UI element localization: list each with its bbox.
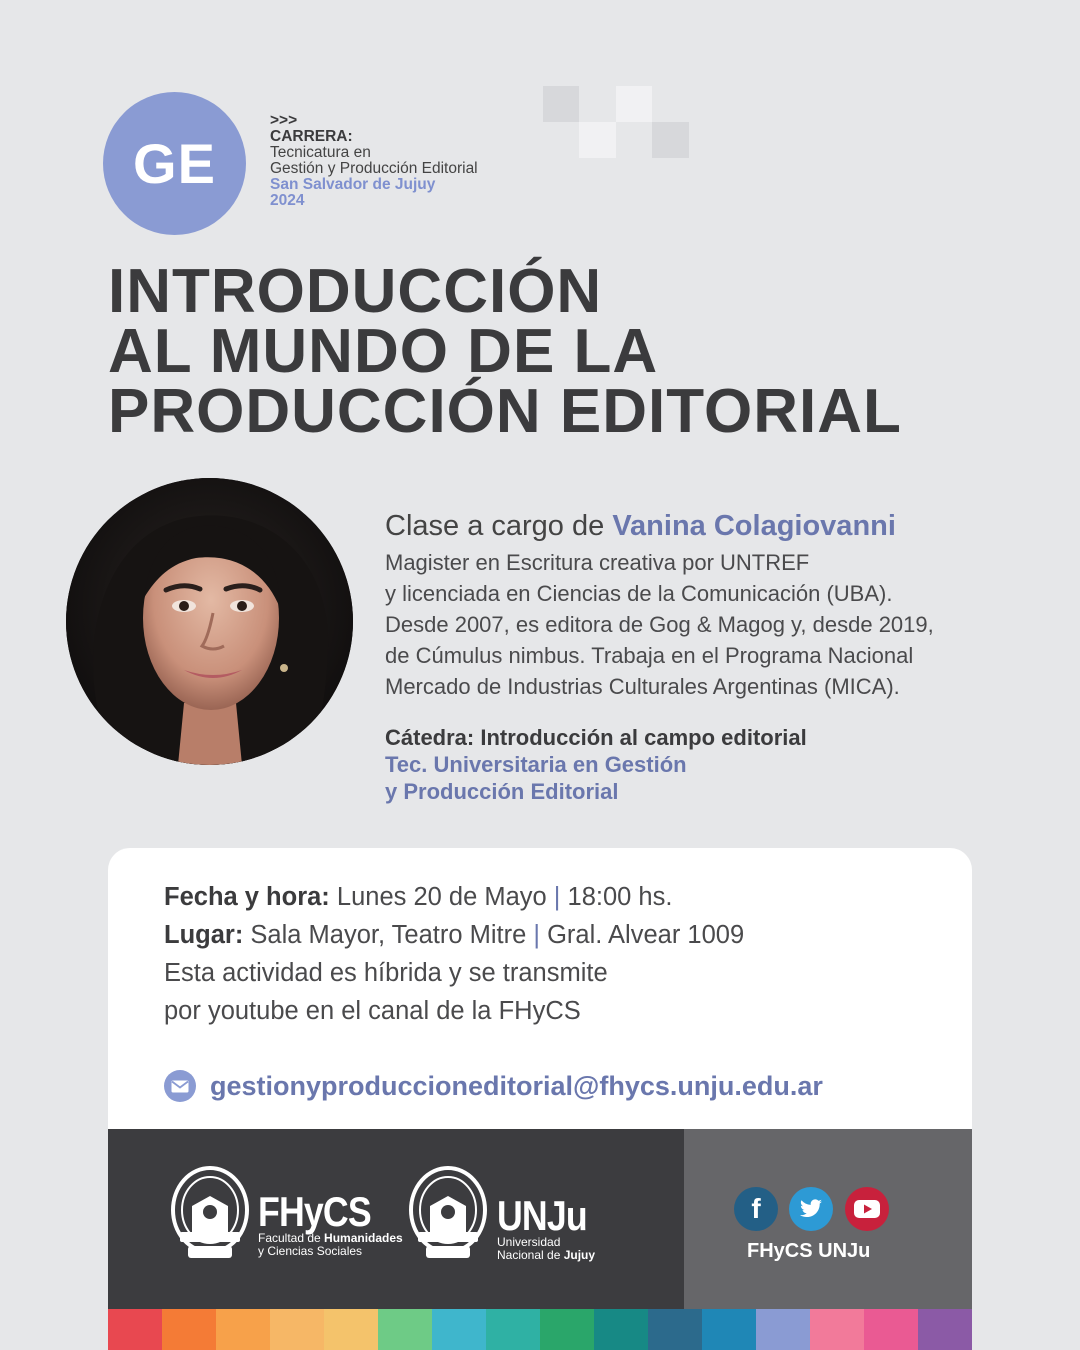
stripe-segment [648,1309,702,1350]
stripe-segment [216,1309,270,1350]
date-row [164,878,744,916]
stripe-segment [486,1309,540,1350]
speaker-bio [385,510,1045,805]
decor-pixel [579,122,616,158]
date-value: Lunes 20 de Mayo [329,883,554,911]
catedra: Cátedra: Introducción al campo editorial [385,725,807,750]
separator: | [533,921,541,949]
unju-sub-2 [497,1249,603,1262]
youtube-icon[interactable] [845,1187,889,1231]
catedra-block [385,724,1045,805]
fhycs-seal-icon [170,1166,250,1269]
bio-line: Desde 2007, es editora de Gog & Magog y, desde 2019, [385,612,934,637]
fhycs-sub-1-text: Facultad de [258,1231,325,1245]
title-line-3: PRODUCCIÓN EDITORIAL [108,377,902,446]
speaker-photo [66,478,353,765]
title-line-2: AL MUNDO DE LA [108,317,659,386]
stripe-segment [270,1309,324,1350]
unju-name: UNJu [497,1192,587,1239]
stripe-segment [756,1309,810,1350]
career-info [270,113,478,209]
arrows: >>> [270,112,298,129]
program-line-2: y Producción Editorial [385,779,619,804]
stripe-segment [162,1309,216,1350]
lead-text: Clase a cargo de [385,510,613,542]
bio-line: y licenciada en Ciencias de la Comunicación (UBA). [385,581,893,606]
stripe-segment [810,1309,864,1350]
note-line-1: Esta actividad es híbrida y se transmite [164,959,608,987]
stripe-segment [432,1309,486,1350]
fhycs-sub-2: y Ciencias Sociales [258,1244,363,1258]
unju-sub-1: Universidad [497,1235,561,1249]
stripe-segment [540,1309,594,1350]
career-badge: GE [103,92,246,235]
career-label: CARRERA: [270,128,353,145]
career-line-2: Gestión y Producción Editorial [270,160,478,177]
stripe-segment [108,1309,162,1350]
social-handle: FHyCS UNJu [747,1240,871,1262]
event-info [164,878,744,1030]
speaker-name: Vanina Colagiovanni [612,510,896,542]
stripe-segment [864,1309,918,1350]
program-line-1: Tec. Universitaria en Gestión [385,752,687,777]
bio-line: Magister en Escritura creativa por UNTREF [385,550,810,575]
facebook-icon[interactable] [734,1187,778,1231]
unju-sub-2-text: Nacional de [497,1248,564,1262]
unju-sub-2-bold: Jujuy [563,1248,596,1262]
city: San Salvador de Jujuy [270,176,436,193]
twitter-icon[interactable] [789,1187,833,1231]
unju-logo [497,1192,603,1262]
decor-pixel [543,86,579,122]
decor-pixel [652,122,689,158]
fhycs-sub-1-bold: Humanidades [324,1231,403,1245]
unju-seal-icon [408,1166,488,1269]
place-row [164,916,744,954]
decor-pixel [616,86,652,122]
stripe-segment [702,1309,756,1350]
event-title [108,257,902,446]
address-value: Gral. Alvear 1009 [540,921,745,949]
date-label: Fecha y hora: [164,883,330,911]
email-row[interactable] [164,1070,823,1102]
place-label: Lugar: [164,921,244,949]
year: 2024 [270,192,305,209]
email-link[interactable]: gestionyproduccioneditorial@fhycs.unju.edu.ar [210,1070,823,1101]
stripe-segment [594,1309,648,1350]
bio-line: Mercado de Industrias Culturales Argentinas (MICA). [385,674,900,699]
career-line-1: Tecnicatura en [270,144,371,161]
facebook-glyph: f [751,1193,761,1224]
title-line-1: INTRODUCCIÓN [108,257,603,326]
stripe-segment [324,1309,378,1350]
speaker-description [385,547,1045,702]
note-line-2: por youtube en el canal de la FHyCS [164,997,581,1025]
speaker-lead [385,510,1045,543]
bio-line: de Cúmulus nimbus. Trabaja en el Programa Nacional [385,643,914,668]
fhycs-name: FHyCS [258,1188,371,1235]
stripe-segment [378,1309,432,1350]
time-value: 18:00 hs. [560,883,673,911]
place-value: Sala Mayor, Teatro Mitre [243,921,534,949]
stripe-segment [918,1309,972,1350]
mail-icon [164,1070,196,1102]
separator: | [553,883,561,911]
color-stripe [108,1309,972,1350]
fhycs-logo [258,1188,403,1258]
